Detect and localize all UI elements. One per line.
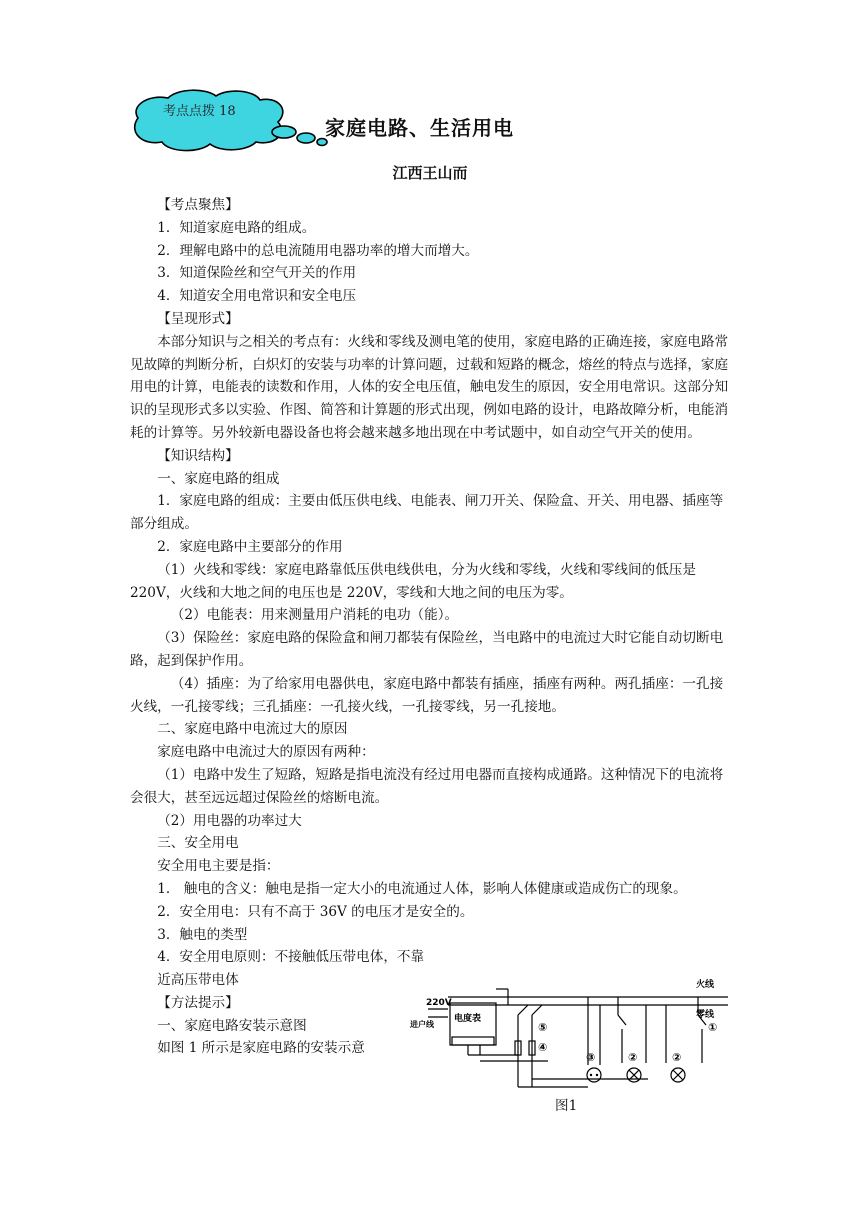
paragraph: （2）电能表：用来测量用户消耗的电功（能）。	[170, 607, 459, 624]
paragraph: 如图 1 所示是家庭电路的安装示意	[157, 1040, 365, 1057]
paragraph: 2．理解电路中的总电流随用电器功率的增大而增大。	[157, 242, 479, 259]
section-heading: 【考点聚焦】	[157, 197, 239, 213]
paragraph: 1．知道家庭电路的组成。	[157, 219, 316, 236]
lesson-badge: 考点点拨 18	[163, 104, 236, 119]
label-5: ⑤	[538, 1021, 548, 1034]
paragraph: 1． 触电的含义：触电是指一定大小的电流通过人体，影响人体健康或造成伤亡的现象。	[157, 880, 687, 897]
paragraph: 3．触电的类型	[157, 926, 248, 943]
label-2b: ②	[672, 1051, 682, 1064]
label-2: ②	[628, 1051, 638, 1064]
paragraph: 本部分知识与之相关的考点有：火线和零线及测电笔的使用，家庭电路的正确连接，家庭电路常见故障的判断分析，白炽灯的安装与功率的计算问题，过载和短路的概念，熔丝的特点与选择，家庭用电的计算，电能表的读数和作用，人体的安全电压值，触电发生的原因，安全用电常识。这部分知识的呈现形式多以实验、作图、简答和计算题的形式出现，例如电路的设计，电路故障分析，电能消耗的计算等。另外较新电器设备也将会越来越多地出现在中考试题中，如自动空气开关的使用。	[130, 333, 729, 441]
author-name: 江西王山而	[392, 164, 468, 182]
entry-line-label: 进户线	[410, 1020, 434, 1029]
paragraph: （1）电路中发生了短路，短路是指电流没有经过用电器而直接构成通路。这种情况下的电流将会很大，甚至远远超过保险丝的熔断电流。	[130, 766, 724, 806]
meter-label: 电度表	[454, 1014, 482, 1024]
paragraph: 2．家庭电路中主要部分的作用	[157, 538, 343, 555]
label-3: ③	[586, 1051, 596, 1064]
figure-caption: 图1	[555, 1098, 578, 1114]
paragraph: （1）火线和零线：家庭电路靠低压供电线供电，分为火线和零线，火线和零线间的低压是 220V，火线和大地之间的电压也是 220V，零线和大地之间的电压为零。	[130, 561, 696, 601]
section-heading: 【知识结构】	[157, 447, 239, 464]
paragraph: （4）插座：为了给家用电器供电，家庭电路中都装有插座，插座有两种。两孔插座：一孔接火线，一孔接零线；三孔插座：一孔接火线，一孔接零线，另一孔接地。	[130, 675, 724, 715]
paragraph: （2）用电器的功率过大	[157, 812, 302, 829]
paragraph: 4．安全用电原则：不接触低压带电体，不靠近高压带电体	[157, 949, 425, 989]
paragraph: 二、家庭电路中电流过大的原因	[157, 721, 348, 738]
label-4: ④	[538, 1041, 548, 1054]
paragraph: 4．知道安全用电常识和安全电压	[157, 288, 357, 305]
paragraph: 一、家庭电路安装示意图	[157, 1017, 307, 1034]
paragraph: （3）保险丝：家庭电路的保险盒和闸刀都装有保险丝，当电路中的电流过大时它能自动切断电路，起到保护作用。	[130, 630, 724, 669]
paragraph: 3．知道保险丝和空气开关的作用	[157, 265, 357, 282]
paragraph: 1．家庭电路的组成：主要由低压供电线、电能表、闸刀开关、保险盒、开关、用电器、插座等部分组成。	[130, 493, 724, 533]
section-heading: 【方法提示】	[157, 994, 239, 1011]
voltage-label: 220V	[426, 998, 452, 1008]
paragraph: 安全用电主要是指：	[157, 858, 280, 875]
label-1: ①	[708, 1021, 718, 1034]
circuit-diagram	[408, 975, 740, 1093]
live-wire-label: 火线	[696, 980, 715, 990]
paragraph: 三、安全用电	[157, 835, 239, 852]
section-heading: 【呈现形式】	[157, 310, 239, 327]
paragraph: 家庭电路中电流过大的原因有两种：	[157, 744, 375, 761]
document-body	[130, 194, 736, 1060]
cloud-badge-shape	[128, 88, 328, 160]
paragraph: 一、家庭电路的组成	[157, 470, 280, 487]
neutral-wire-label: 零线	[696, 1010, 715, 1020]
paragraph: 2．安全用电：只有不高于 36V 的电压才是安全的。	[157, 903, 474, 920]
page-title: 家庭电路、生活用电	[325, 116, 514, 140]
